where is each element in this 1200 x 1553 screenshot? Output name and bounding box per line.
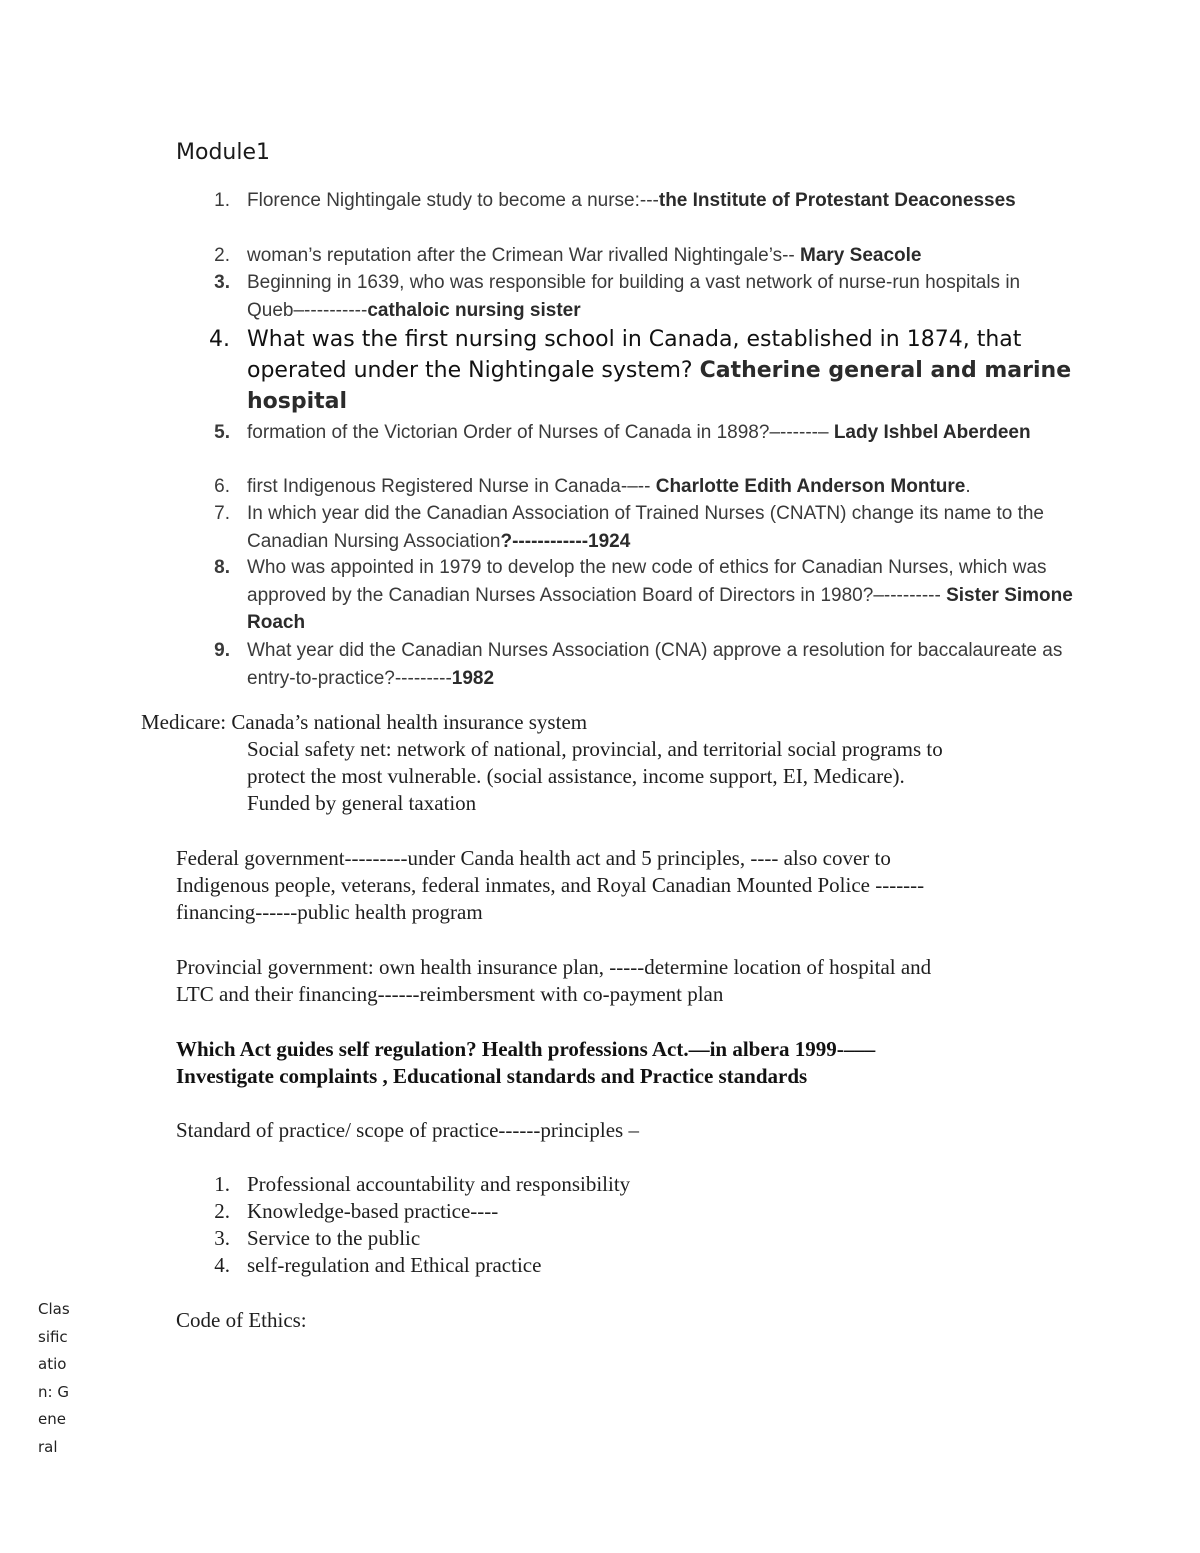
question-answer: cathaloic nursing sister bbox=[367, 299, 581, 321]
question-item bbox=[200, 269, 1080, 324]
question-answer: Charlotte Edith Anderson Monture bbox=[655, 476, 966, 497]
question-item bbox=[200, 242, 1080, 270]
question-number: 8. bbox=[214, 557, 230, 578]
question-answer: Mary Seacole bbox=[800, 245, 922, 266]
question-item bbox=[200, 473, 1080, 501]
list-number: 3. bbox=[214, 1226, 230, 1250]
question-number: 4. bbox=[209, 327, 230, 352]
list-text: Professional accountability and responsibility bbox=[247, 1172, 631, 1196]
question-answer: Lady Ishbel Aberdeen bbox=[833, 422, 1031, 443]
question-text: In which year did the Canadian Association of Trained Nurses (CNATN) change its name to the Canadian Nursing Association bbox=[247, 503, 1044, 552]
question-answer: Sister Simone Roach bbox=[247, 584, 1073, 633]
question-number: 5. bbox=[214, 422, 230, 443]
provincial-line: LTC and their financing------reimbersment with co-payment plan bbox=[176, 982, 724, 1006]
question-item bbox=[200, 637, 1080, 692]
code-of-ethics-heading: Code of Ethics: bbox=[176, 1308, 307, 1332]
classification-label: Classification: General bbox=[38, 1300, 70, 1456]
question-number: 2. bbox=[214, 245, 230, 266]
question-answer: Catherine general and marine hospital bbox=[247, 358, 1072, 414]
federal-line: Federal government---------under Canda health act and 5 principles, ---- also cover to bbox=[176, 846, 891, 870]
question-number: 6. bbox=[214, 476, 230, 497]
question-text: Beginning in 1639, who was responsible for building a vast network of nurse-run hospitals in Queb–---------- bbox=[247, 272, 1021, 321]
question-number: 1. bbox=[214, 190, 230, 211]
question-text: What was the first nursing school in Canada, established in 1874, that operated under the Nightingale system? bbox=[247, 327, 1022, 383]
medicare-heading: Medicare: Canada’s national health insurance system bbox=[141, 710, 588, 734]
question-item bbox=[200, 324, 1080, 417]
question-item bbox=[200, 187, 1080, 215]
federal-line: Indigenous people, veterans, federal inmates, and Royal Canadian Mounted Police ------- bbox=[176, 873, 925, 897]
question-item bbox=[200, 500, 1080, 555]
question-number: 3. bbox=[214, 272, 230, 293]
provincial-line: Provincial government: own health insurance plan, -----determine location of hospital and bbox=[176, 955, 932, 979]
federal-line: financing------public health program bbox=[176, 900, 483, 924]
medicare-line: Social safety net: network of national, provincial, and territorial social programs to bbox=[247, 737, 943, 761]
question-answer: the Institute of Protestant Deaconesses bbox=[658, 190, 1016, 211]
medicare-line: Funded by general taxation bbox=[247, 791, 477, 815]
question-item bbox=[200, 554, 1080, 637]
question-text: Florence Nightingale study to become a nurse:--- bbox=[247, 190, 659, 211]
question-text: formation of the Victorian Order of Nurses of Canada in 1898?–------– bbox=[247, 422, 834, 443]
question-number: 7. bbox=[214, 503, 230, 524]
standards-heading: Standard of practice/ scope of practice------principles – bbox=[176, 1118, 639, 1142]
module-title: Module1 bbox=[176, 140, 270, 165]
question-text: first Indigenous Registered Nurse in Canada-–-- bbox=[247, 476, 656, 497]
question-answer: ?------------1924 bbox=[500, 530, 631, 552]
list-number: 1. bbox=[214, 1172, 230, 1196]
federal-paragraph bbox=[176, 845, 924, 926]
list-number: 4. bbox=[214, 1253, 230, 1277]
question-item bbox=[200, 419, 1080, 447]
provincial-paragraph bbox=[176, 954, 931, 1008]
question-text: What year did the Canadian Nurses Association (CNA) approve a resolution for baccalaureate as entry-to-practice?--------- bbox=[247, 640, 1063, 689]
list-number: 2. bbox=[214, 1199, 230, 1223]
question-answer: 1982 bbox=[451, 667, 495, 689]
question-tail: . bbox=[965, 476, 971, 497]
medicare-line: protect the most vulnerable. (social assistance, income support, EI, Medicare). bbox=[247, 764, 905, 788]
list-text: self-regulation and Ethical practice bbox=[247, 1253, 542, 1277]
list-text: Knowledge-based practice---- bbox=[247, 1199, 499, 1223]
question-text: woman’s reputation after the Crimean War rivalled Nightingale’s-- bbox=[247, 245, 801, 266]
list-text: Service to the public bbox=[247, 1226, 421, 1250]
act-line: Which Act guides self regulation? Health professions Act.—in albera 1999-––– bbox=[176, 1037, 876, 1061]
question-number: 9. bbox=[214, 640, 230, 661]
act-paragraph bbox=[176, 1036, 875, 1090]
question-text: Who was appointed in 1979 to develop the new code of ethics for Canadian Nurses, which was approved by the Canadian Nurses Association Board of Directors in 1980?–--------- bbox=[247, 557, 1047, 606]
act-line: Investigate complaints , Educational standards and Practice standards bbox=[176, 1064, 808, 1088]
medicare-description bbox=[247, 736, 943, 817]
